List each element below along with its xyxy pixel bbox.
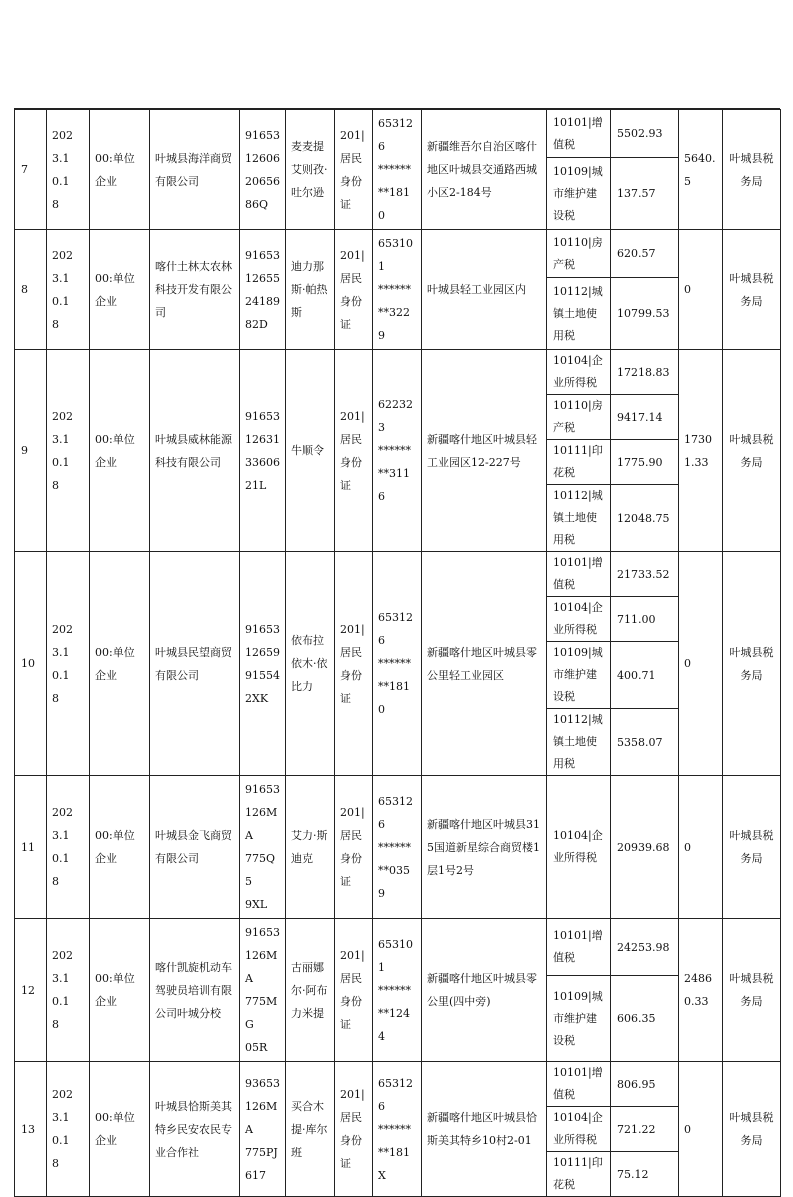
tax-item: 10101|增值税 [547,1062,611,1107]
tax-date-part: 202 [52,1088,73,1101]
id-number-part: **3229 [378,306,410,342]
credit-code-part: 93653 [245,1076,280,1090]
credit-code-part: 24189 [245,294,280,308]
tax-office: 叶城县税务局 [723,776,781,919]
tax-amount: 1775.90 [611,440,679,485]
row-index: 10 [15,552,47,776]
credit-code [240,110,286,230]
id-number-part: 653101 [378,937,413,974]
tax-amount: 9417.14 [611,395,679,440]
tax-amount: 721.22 [611,1107,679,1152]
id-type-part: 身份 [340,455,362,469]
business-address: 新疆喀什地区叶城县零公里(四中旁) [422,919,547,1062]
credit-code-part: 91653 [245,622,280,636]
id-type-part: 201| [340,949,365,962]
id-number-part: **1810 [378,680,410,716]
tax-date [47,919,90,1062]
tax-date [47,552,90,776]
id-number-part: 622323 [378,398,413,434]
credit-code-part: 2XK [245,691,269,705]
id-type-part: 证 [340,1157,351,1170]
business-address: 新疆喀什地区叶城县轻工业园区12-227号 [422,350,547,552]
tax-date-part: 202 [52,949,73,962]
tax-item: 10101|增值税 [547,919,611,976]
tax-date [47,230,90,350]
taxpayer-type: 00:单位企业 [90,776,150,919]
table-row [15,776,781,919]
row-index: 13 [15,1062,47,1197]
id-number-part: ****** [378,283,411,296]
tax-arrears-table [14,109,781,1197]
id-number-part: 653126 [378,1076,413,1113]
id-type-part: 居民 [340,645,362,659]
tax-amount: 10799.53 [611,278,679,350]
id-number [373,776,422,919]
tax-amount: 24253.98 [611,919,679,976]
tax-date-part: 8 [52,478,59,492]
credit-code-part: 91653 [245,783,280,796]
tax-date-part: 202 [52,409,73,423]
tax-item: 10110|房产税 [547,395,611,440]
business-address: 新疆维吾尔自治区喀什地区叶城县交通路西城小区2-184号 [422,110,547,230]
id-type [335,350,373,552]
tax-date-part: 0.1 [52,1134,70,1147]
id-number-part: **1244 [378,1006,410,1043]
tax-amount: 606.35 [611,976,679,1062]
id-type [335,1062,373,1197]
table-row [15,350,781,395]
tax-date-part: 202 [52,622,73,636]
id-number-part: **0359 [378,863,410,900]
tax-item: 10104|企业所得税 [547,350,611,395]
tax-office: 叶城县税务局 [723,919,781,1062]
taxpayer-type: 00:单位企业 [90,350,150,552]
tax-item: 10109|城市维护建设税 [547,158,611,230]
business-address: 新疆喀什地区叶城县恰斯美其特乡10村2-01 [422,1062,547,1197]
tax-amount: 400.71 [611,642,679,709]
new-arrears-total: 0 [679,230,723,350]
tax-date-part: 3.1 [52,829,70,842]
credit-code [240,1062,286,1197]
id-type-part: 居民 [340,972,362,985]
id-number-part: ****** [378,444,411,457]
tax-amount: 12048.75 [611,485,679,552]
id-number-part: ****** [378,840,411,854]
tax-date-part: 8 [52,1157,59,1170]
tax-item: 10109|城市维护建设税 [547,642,611,709]
id-type [335,230,373,350]
id-type-part: 居民 [340,432,362,446]
id-number [373,350,422,552]
id-type-part: 201| [340,409,365,423]
id-type-part: 201| [340,1088,365,1101]
id-number-part: **1810 [378,186,410,222]
id-number [373,230,422,350]
tax-office: 叶城县税务局 [723,552,781,776]
credit-code [240,552,286,776]
tax-amount: 17218.83 [611,350,679,395]
id-number-part: ****** [378,983,411,997]
tax-date-part: 202 [52,128,73,142]
tax-office: 叶城县税务局 [723,110,781,230]
id-type-part: 身份 [340,852,362,865]
tax-date-part: 202 [52,248,73,262]
id-number [373,919,422,1062]
id-number-part: ****** [378,1122,411,1136]
id-type-part: 证 [340,478,351,492]
new-arrears-total: 0 [679,552,723,776]
id-type [335,776,373,919]
id-type-part: 居民 [340,271,362,285]
tax-date-part: 0.1 [52,174,70,188]
tax-office: 叶城县税务局 [723,350,781,552]
tax-item: 10111|印花税 [547,1152,611,1197]
id-type [335,552,373,776]
tax-amount: 5358.07 [611,709,679,776]
id-type-part: 身份 [340,995,362,1008]
tax-date [47,350,90,552]
tax-amount: 75.12 [611,1152,679,1197]
taxpayer-type: 00:单位企业 [90,552,150,776]
id-type-part: 201| [340,622,365,636]
taxpayer-type: 00:单位企业 [90,110,150,230]
tax-item: 10112|城镇土地使用税 [547,278,611,350]
id-type-part: 证 [340,317,351,331]
credit-code-part: 91653 [245,128,280,142]
tax-amount: 137.57 [611,158,679,230]
tax-date-part: 8 [52,317,59,331]
credit-code-part: 21L [245,478,267,492]
id-type-part: 居民 [340,1111,362,1124]
tax-item: 10112|城镇土地使用税 [547,709,611,776]
id-number [373,1062,422,1197]
taxpayer-type: 00:单位企业 [90,1062,150,1197]
taxpayer-name: 叶城县恰斯美其特乡民安农民专业合作社 [150,1062,240,1197]
tax-item: 10101|增值税 [547,552,611,597]
tax-date-part: 8 [52,197,59,211]
tax-date-part: 3.1 [52,151,70,165]
credit-code [240,776,286,919]
taxpayer-name: 叶城县威林能源科技有限公司 [150,350,240,552]
id-number [373,110,422,230]
tax-date-part: 8 [52,875,59,888]
business-address: 新疆喀什地区叶城县零公里轻工业园区 [422,552,547,776]
tax-date [47,776,90,919]
tax-date-part: 3.1 [52,1111,70,1124]
tax-date-part: 3.1 [52,432,70,446]
row-index: 8 [15,230,47,350]
credit-code-part: 775PJ [245,1145,278,1159]
tax-office: 叶城县税务局 [723,230,781,350]
id-type-part: 居民 [340,829,362,842]
credit-code [240,230,286,350]
credit-code-part: 12659 [245,645,280,659]
credit-code-part: 126MA [245,1099,278,1136]
new-arrears-total: 17301.33 [679,350,723,552]
id-number-part: 653126 [378,794,413,831]
tax-item: 10111|印花税 [547,440,611,485]
business-address: 新疆喀什地区叶城县315国道新星综合商贸楼1层1号2号 [422,776,547,919]
id-type-part: 201| [340,248,365,262]
tax-amount: 21733.52 [611,552,679,597]
taxpayer-name: 喀什凯旋机动车驾驶员培训有限公司叶城分校 [150,919,240,1062]
tax-date-part: 0.1 [52,995,70,1008]
id-type-part: 身份 [340,668,362,682]
id-number-part: **3116 [378,467,410,503]
credit-code-part: 126MA [245,949,278,985]
taxpayer-name: 叶城县金飞商贸有限公司 [150,776,240,919]
credit-code-part: 91653 [245,248,280,262]
table-row [15,110,781,158]
legal-representative: 依布拉依木·依比力 [286,552,335,776]
legal-representative: 艾力·斯迪克 [286,776,335,919]
table-row [15,919,781,976]
id-type-part: 201| [340,806,365,819]
credit-code-part: 20656 [245,174,280,188]
tax-date-part: 0.1 [52,852,70,865]
taxpayer-name: 喀什土林太农林科技开发有限公司 [150,230,240,350]
id-type-part: 证 [340,691,351,705]
credit-code-part: 775Q5 [245,852,276,888]
tax-date-part: 0.1 [52,455,70,469]
id-type-part: 身份 [340,1134,362,1147]
credit-code-part: 775MG [245,995,278,1031]
new-arrears-total: 0 [679,776,723,919]
credit-code [240,350,286,552]
credit-code-part: 33606 [245,455,280,469]
table-row [15,230,781,278]
credit-code-part: 12631 [245,432,280,446]
credit-code-part: 12655 [245,271,280,285]
tax-date-part: 8 [52,691,59,705]
tax-item: 10112|城镇土地使用税 [547,485,611,552]
tax-item: 10104|企业所得税 [547,776,611,919]
id-type [335,110,373,230]
tax-date-part: 202 [52,806,73,819]
credit-code-part: 91653 [245,409,280,423]
row-index: 12 [15,919,47,1062]
tax-date-part: 0.1 [52,294,70,308]
legal-representative: 迪力那斯·帕热斯 [286,230,335,350]
taxpayer-name: 叶城县民望商贸有限公司 [150,552,240,776]
credit-code-part: 82D [245,317,268,331]
row-index: 9 [15,350,47,552]
taxpayer-type: 00:单位企业 [90,230,150,350]
tax-amount: 20939.68 [611,776,679,919]
table-row [15,552,781,597]
credit-code-part: 91653 [245,926,280,939]
id-number-part: ****** [378,163,411,176]
legal-representative: 牛顺令 [286,350,335,552]
new-arrears-total: 5640.5 [679,110,723,230]
tax-item: 10109|城市维护建设税 [547,976,611,1062]
tax-item: 10101|增值税 [547,110,611,158]
credit-code-part: 617 [245,1168,266,1182]
tax-office: 叶城县税务局 [723,1062,781,1197]
table-row [15,1062,781,1107]
credit-code-part: 12606 [245,151,280,165]
id-number-part: 653126 [378,117,413,153]
legal-representative: 古丽娜尔·阿布力米提 [286,919,335,1062]
tax-amount: 620.57 [611,230,679,278]
row-index: 7 [15,110,47,230]
new-arrears-total: 0 [679,1062,723,1197]
taxpayer-name: 叶城县海洋商贸有限公司 [150,110,240,230]
business-address: 叶城县轻工业园区内 [422,230,547,350]
tax-date-part: 8 [52,1018,59,1031]
tax-date-part: 3.1 [52,645,70,659]
tax-date [47,110,90,230]
legal-representative: 买合木提·库尔班 [286,1062,335,1197]
id-type-part: 证 [340,197,351,211]
table-body [15,110,781,1197]
taxpayer-type: 00:单位企业 [90,919,150,1062]
legal-representative: 麦麦提艾则孜·吐尔逊 [286,110,335,230]
row-index: 11 [15,776,47,919]
id-number-part: 653101 [378,237,413,273]
id-type-part: 身份 [340,294,362,308]
id-type-part: 身份 [340,174,362,188]
tax-amount: 5502.93 [611,110,679,158]
tax-item: 10104|企业所得税 [547,1107,611,1152]
credit-code-part: 126MA [245,806,278,842]
id-type-part: 证 [340,875,351,888]
id-type-part: 证 [340,1018,351,1031]
id-number-part: **181X [378,1145,410,1182]
id-type-part: 201| [340,128,365,142]
tax-date-part: 3.1 [52,271,70,285]
credit-code [240,919,286,1062]
credit-code-part: 91554 [245,668,280,682]
id-type [335,919,373,1062]
credit-code-part: 9XL [245,898,268,911]
tax-date-part: 0.1 [52,668,70,682]
id-type-part: 居民 [340,151,362,165]
tax-item: 10110|房产税 [547,230,611,278]
credit-code-part: 05R [245,1041,268,1054]
tax-item: 10104|企业所得税 [547,597,611,642]
tax-date [47,1062,90,1197]
credit-code-part: 86Q [245,197,269,211]
id-number [373,552,422,776]
id-number-part: ****** [378,657,411,670]
tax-date-part: 3.1 [52,972,70,985]
tax-amount: 806.95 [611,1062,679,1107]
tax-amount: 711.00 [611,597,679,642]
new-arrears-total: 24860.33 [679,919,723,1062]
id-number-part: 653126 [378,611,413,647]
